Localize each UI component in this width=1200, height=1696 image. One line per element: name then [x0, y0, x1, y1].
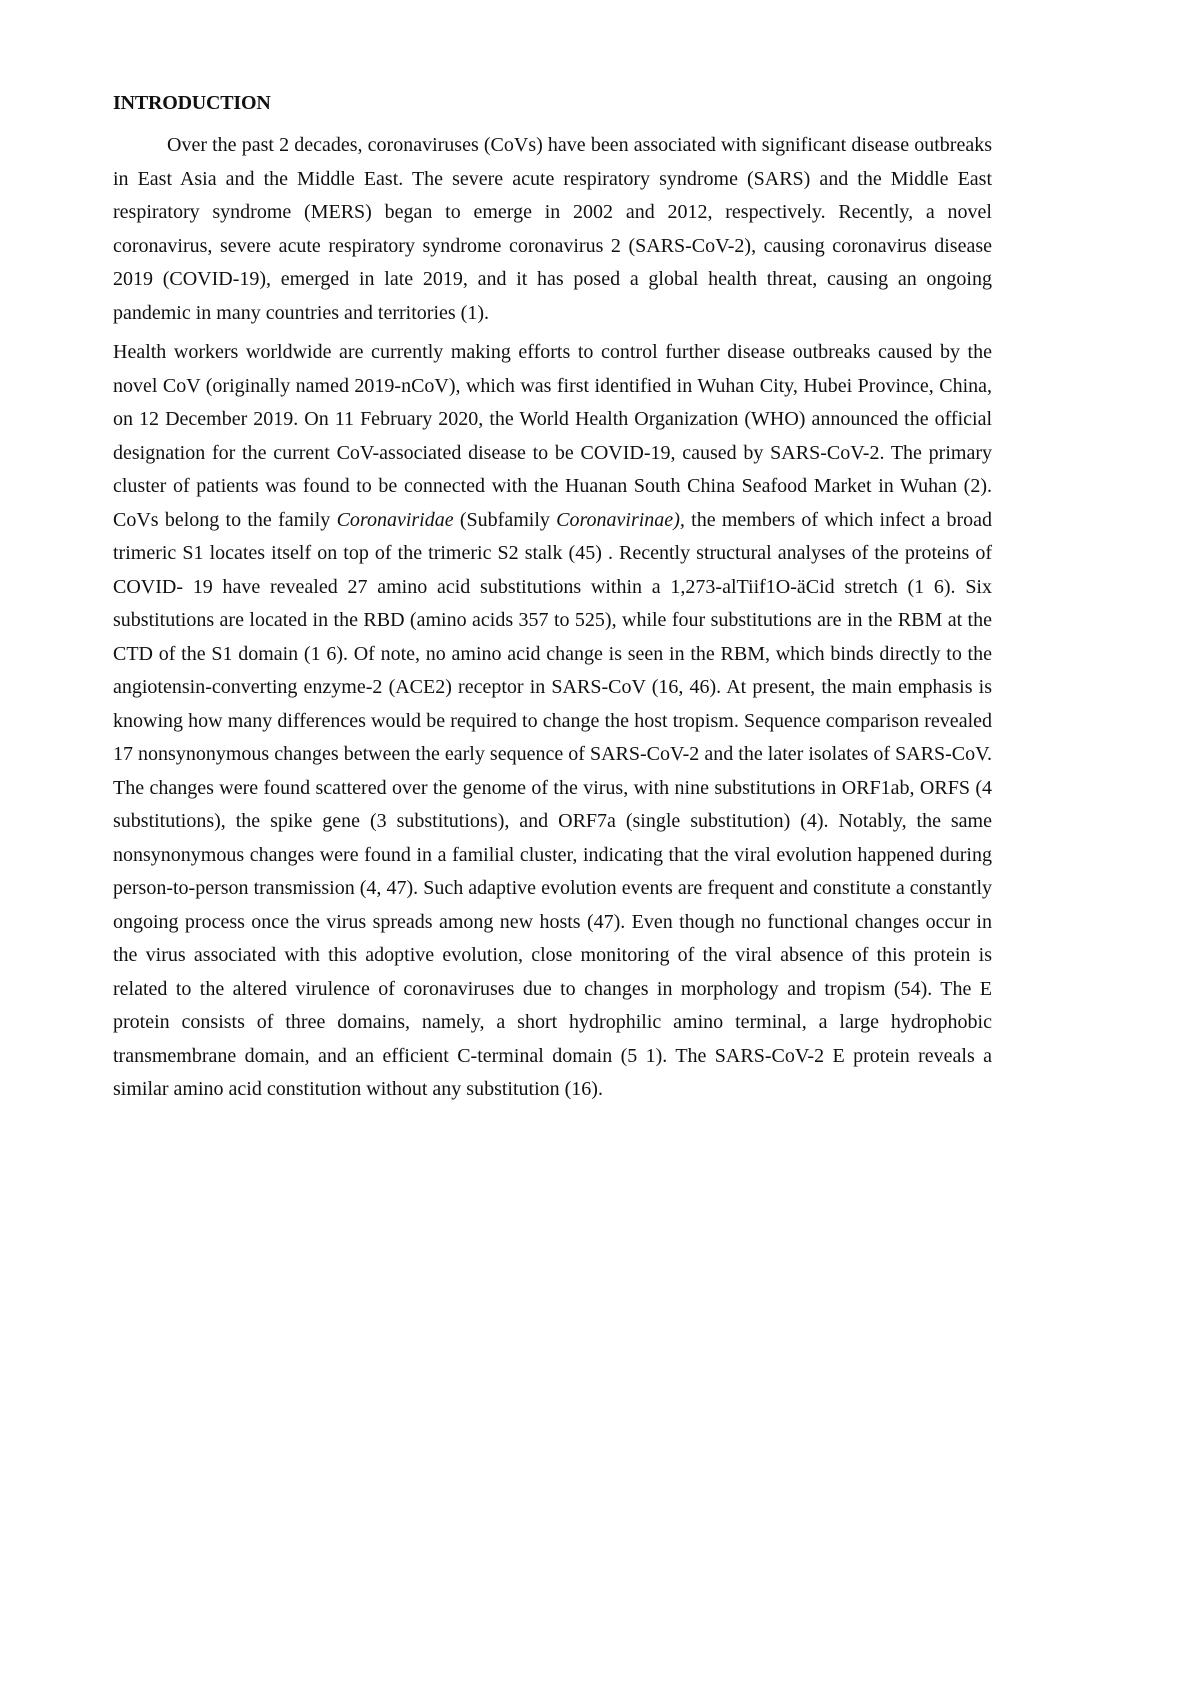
paragraph-body-text-3: the members of which infect a broad trimeric S1 locates itself on top of the trimeric S2 stalk (45) . Recently structural analyses of the proteins of COVID- 19 have revealed 27 amino acid substitutions within a 1,273-alTiif1O-äCid stretch (1 6). Six substitutions are located in the RBD (amino acids 357 to 525), while four substitutions are in the RBM at the CTD of the S1 domain (1 6). Of note, no amino acid change is seen in the RBM, which binds directly to the angiotensin-converting enzyme-2 (ACE2) receptor in SARS-CoV (16, 46). At present, the main emphasis is knowing how many differences would be required to change the host tropism. Sequence comparison revealed 17 nonsynonymous changes between the early sequence of SARS-CoV-2 and the later isolates of SARS-CoV. The changes were found scattered over the genome of the virus, with nine substitutions in ORF1ab, ORFS (4 substitutions), the spike gene (3 substitutions), and ORF7a (single substitution) (4). Notably, the same nonsynonymous changes were found in a familial cluster, indicating that the viral evolution happened during person-to-person transmission (4, 47). Such adaptive evolution events are frequent and constitute a constantly ongoing process once the virus spreads among new hosts (47). Even though no functional changes occur in the virus associated with this adoptive evolution, close monitoring of the viral absence of this protein is related to the altered virulence of coronaviruses due to changes in morphology and tropism (54). The E protein consists of three domains, namely, a short hydrophilic amino terminal, a large hydrophobic transmembrane domain, and an efficient C-terminal domain (5 1). The SARS-CoV-2 E protein reveals a similar amino acid constitution without any substitution (16).: [113, 508, 992, 1100]
paragraph-body: [113, 336, 992, 1107]
page-content: [113, 92, 992, 1113]
paragraph-intro: Over the past 2 decades, coronaviruses (CoVs) have been associated with significant disease outbreaks in East Asia and the Middle East. The severe acute respiratory syndrome (SARS) and the Middle East respiratory syndrome (MERS) began to emerge in 2002 and 2012, respectively. Recently, a novel coronavirus, severe acute respiratory syndrome coronavirus 2 (SARS-CoV-2), causing coronavirus disease 2019 (COVID-19), emerged in late 2019, and it has posed a global health threat, causing an ongoing pandemic in many countries and territories (1).: [113, 134, 992, 324]
family-name-italic: Coronaviridae: [336, 508, 454, 531]
section-heading: INTRODUCTION: [113, 92, 271, 114]
subfamily-name-italic: Coronavirinae),: [556, 508, 685, 531]
paragraph-body-text-1: Health workers worldwide are currently making efforts to control further disease outbreaks caused by the novel CoV (originally named 2019-nCoV), which was first identified in Wuhan City, Hubei Province, China, on 12 December 2019. On 11 February 2020, the World Health Organization (WHO) announced the official designation for the current CoV-associated disease to be COVID-19, caused by SARS-CoV-2. The primary cluster of patients was found to be connected with the Huanan South China Seafood Market in Wuhan (2). CoVs belong to the family: [113, 341, 992, 531]
paragraph-body-text-2: (Subfamily: [453, 508, 557, 531]
